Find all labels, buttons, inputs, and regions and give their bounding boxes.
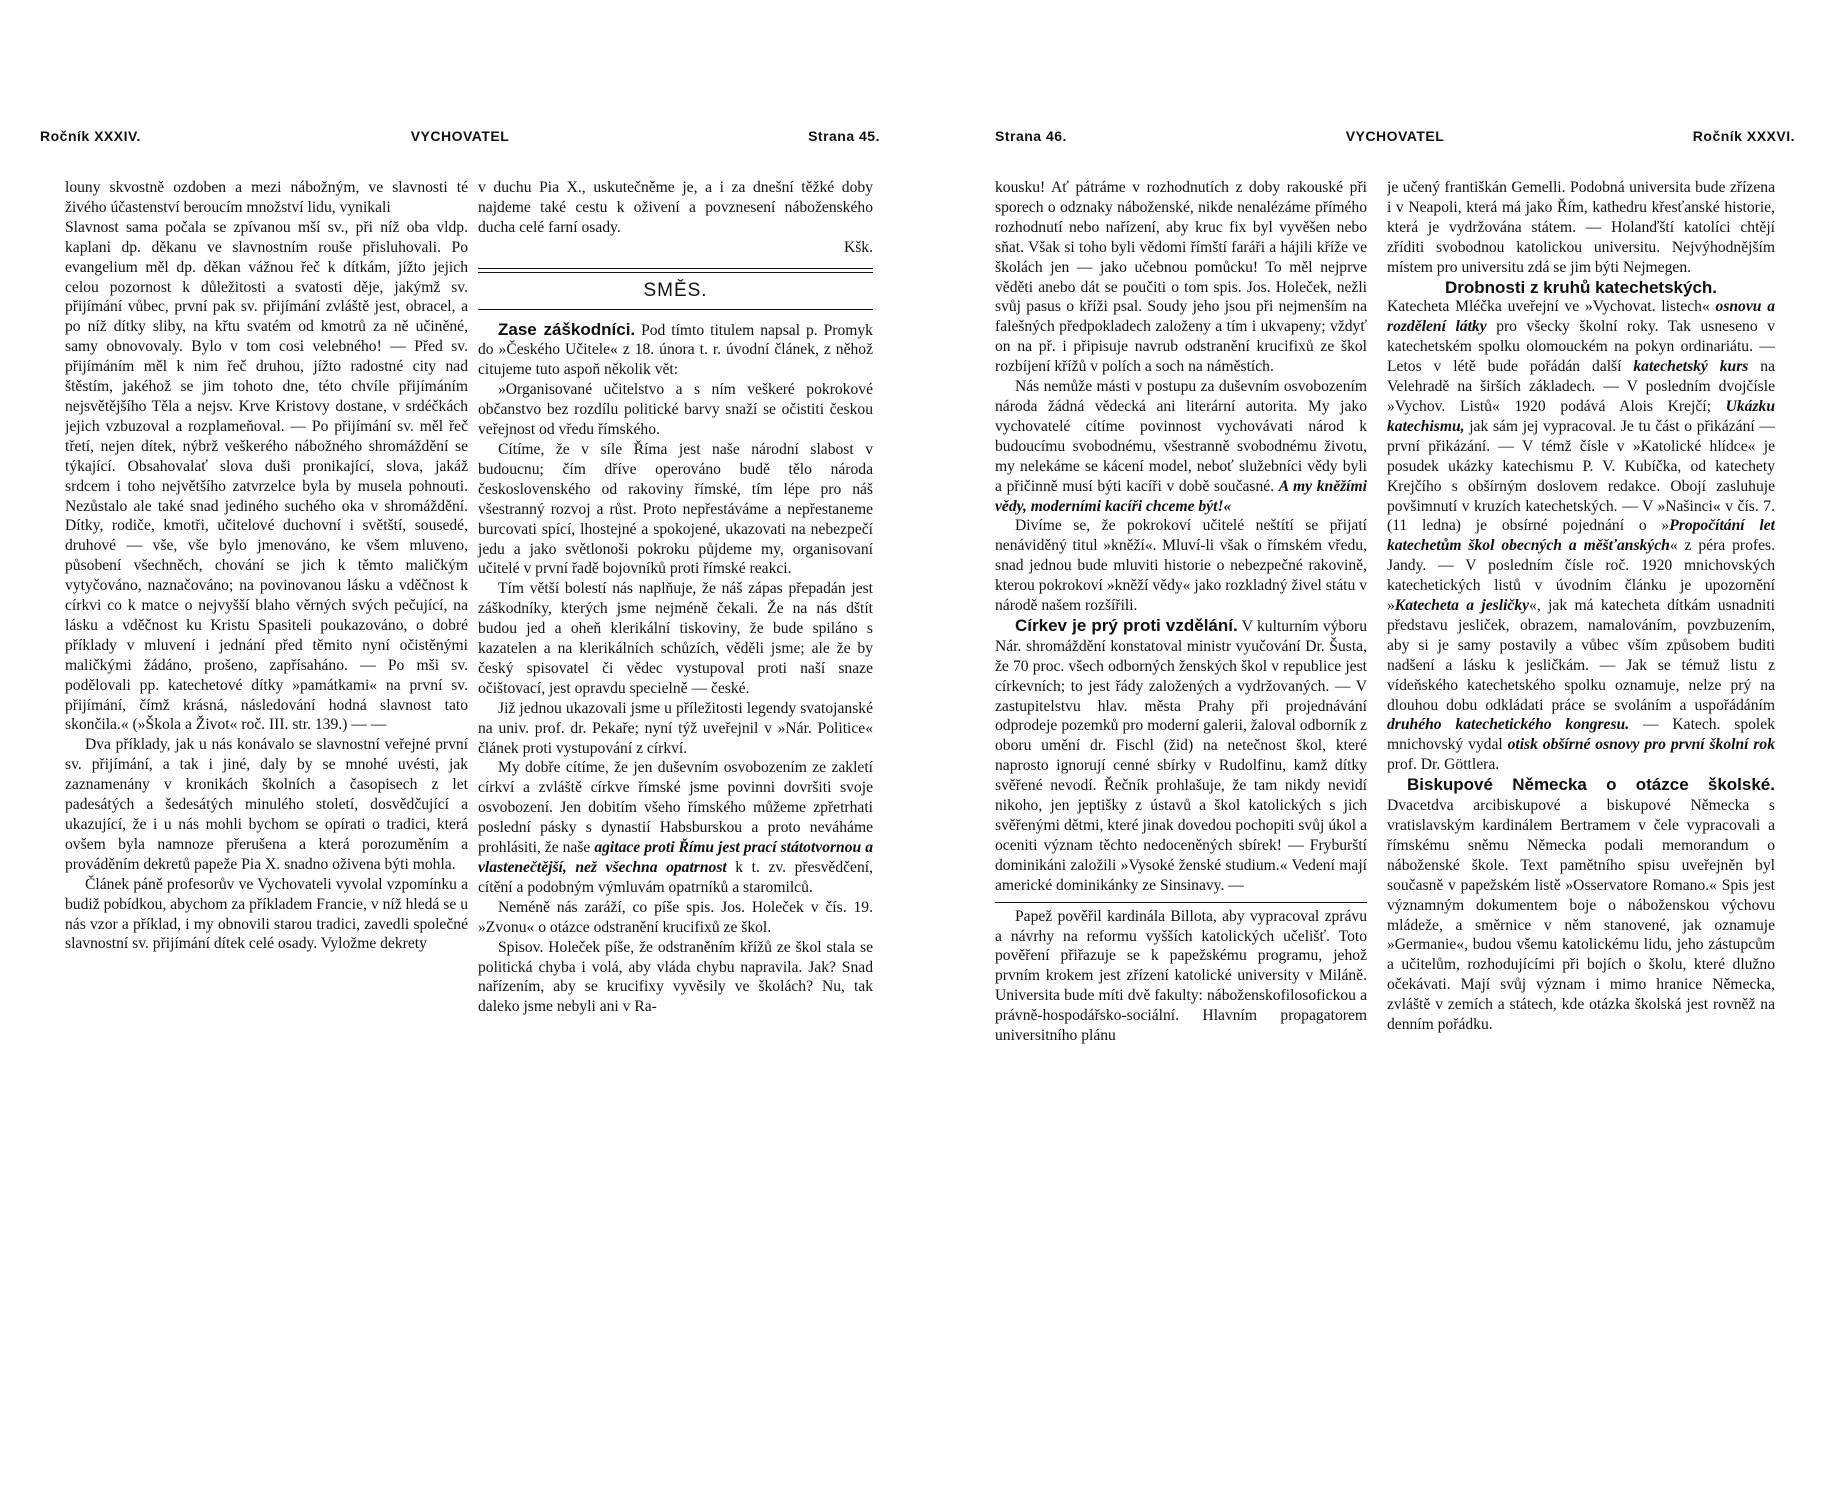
article-heading: Církev je prý proti vzdělání. [1015,615,1238,635]
article-heading: Zase záškodníci. [498,319,636,339]
journal-title: VYCHOVATEL [410,128,510,144]
journal-title: VYCHOVATEL [1345,128,1445,144]
emphasis: osnovu a rozdělení látky [1387,298,1775,336]
paragraph: je učený františkán Gemelli. Podobná universita bude zřízena i v Neapoli, která má jako Řím, kathedru křesťanské historie, která je vydržována státem. — Holanďští katolíci chtějí zříditi svobodnou katolickou universitu. Nejvýhodnějším místem pro universitu zdá se jim býti Nejmegen. [1387,179,1775,276]
divider [478,309,873,310]
right-column-2 [1387,178,1775,1430]
paragraph: Divíme se, že pokrokoví učitelé neštítí se přijatí nenáviděný titul »kněží«. Mluví-li však o římském vředu, snad jednou bude mluviti historie o nebezpečné rakovině, kterou pokrokoví »kněží vědy« jako rozkladný živel státu v národě našem rozšířili. [995,517,1367,615]
left-page [30,0,890,1500]
article-paragraph: Církev je prý proti vzdělání. V kulturním výboru Nár. shromáždění konstatoval ministr vyučování Dr. Šusta, že 70 proc. všech odborných ženských škol v republice jest církevních; to jest řády založených a vydržovaných. — V zastupitelstvu hlav. města Prahy při projednávání odprodeje pozemků pro moderní galerii, žaloval odborník z oboru umění dr. Fischl (žid) na netečnost škol, které naprosto ignorují cenné sbírky v Rudolfinu, kamž dítky svěřené nevodí. Řečník prohlašuje, že tam nikdy nevidí nikoho, jen jeptišky z ústavů a škol katolických s jich svěřenými dětmi, které jinak dovedou pochopiti svůj úkol a oceniti význam těchto nedoceněných sbírek! — Fryburští dominikáni založili »Vysoké ženské studium.« Vedení mají americké dominikánky ze Sinsinavy. — [995,615,1367,894]
left-running-head [30,128,890,150]
paragraph: Spisov. Holeček píše, že odstraněním křížů ze škol stala se politická chyba i volá, aby vláda chybu napravila. Jak? Snad nařízením, aby se krucifixy vyvěsily ve školách? Nu, tak daleko jsme nebyli ani v Ra- [478,938,873,1016]
paragraph: Dva příklady, jak u nás konávalo se slavnostní veřejné první sv. přijímání, a tak i jiné, daly by se mnohé uvésti, jak zaznamenány v kronikách školních a časopisech z let padesátých a šedesátých minulého století, dosvědčující a ukazující, že i u nás mohli bychom se opírati o tradici, která ovšem byla namnoze přerušena a která porozuměním a prováděním dekretů papeže Pia X. snadno oživena býti mohla. [65,736,468,873]
emphasis: Propočítání let katechetům škol obecných a měšťanských [1387,517,1775,555]
paragraph: Cítíme, že v síle Říma jest naše národní slabost v budoucnu; čím dříve operováno budě tělo národa československého od rakoviny římské, tím lépe pro náš všestranný rozvoj a růst. Proto nepřestáváme a nepřestaneme burcovati spící, lhostejné a spokojené, ukazovati na nebezpečí jedu a jako světlonoši pokroku půjdeme my, organisovaní učitelé v první řadě bojovníků proti římské reakci. [478,440,873,578]
paragraph: Již jednou ukazovali jsme u příležitosti legendy svatojanské na univ. prof. dr. Pekaře; nyní týž uveřejnil v »Nár. Politice« článek proti vystupování z církví. [478,699,873,757]
paragraph: louny skvostně ozdoben a mezi nábožným, ve slavnosti té živého účastenství beroucím množství lidu, vynikali [65,179,468,216]
left-column-1 [65,178,468,1430]
paragraph: Nás nemůže másti v postupu za duševním osvobozením národa žádná vědecká ani literární autorita. My jako vychovatelé cítíme povinnost vychovávati národ k budoucímu svobodnému, všestranně svobodnému životu, my nelekáme se kácení model, neboť služebníci vědy byli a přičinně musí býti kacíři v době současné. A my kněžími vědy, moderními kacíři chceme být!« [995,378,1367,515]
paragraph: Tím větší bolestí nás naplňuje, že náš zápas přepadán jest záškodníky, kterých jsme nejméně čekali. Že na nás dštít budou jed a oheň klerikální tiskoviny, že bude spiláno s kazatelen a na klerikálních schůzích, věděli jsme; ale že by český spisovatel či vědec vystupoval proti naší snaze očištovací, jest opravdu specielně — české. [478,580,873,697]
paragraph: Papež pověřil kardinála Billota, aby vypracoval zprávu a návrhy na reformu vyšších katolických učelišť. Toto pověření přiřazuje se k papežskému programu, jehož prvním krokem jest zřízení katolické university v Miláně. Universita bude míti dvě fakulty: náboženskofilosofickou a právně-hospodářsko-sociální. Hlavním propagatorem universitního plánu [995,907,1367,1045]
article-paragraph: Biskupové Německa o otázce školské. Dvacetdva arcibiskupové a biskupové Německa s vratislavským kardinálem Bertramem v čele vypracovali a římskému sněmu Německa podali memorandum o náboženské škole. Text pamětního spisu uveřejněn byl současně v papežském listě »Osservatore Romano.« Spis jest významným dokumentem boje o náboženskou výchovu mládeže, a směrnice v něm stanovené, jak oznamuje »Germanie«, budou všemu katolickému lidu, jeho zástupcům a učitelům, rozhodujícími při bojích o školu, které dlužno očekávati. Mají svůj význam i mimo hranice Německa, zvláště v zemích a státech, kde otázka školská jest rovněž na denním pořádku. [1387,775,1775,1034]
page-number: Strana 45. [808,128,880,144]
paragraph: kousku! Ať pátráme v rozhodnutích z doby rakouské při sporech o odznaky náboženské, nikde nenalézáme přímého rozhodnutí nebo nařízení, aby kruc fix byl vyvěšen nebo sňat. Však si toho byli vědomi římští faráři a hájili kříže ve školách jen — jako učebnou pomůcku! To měl nejprve věděti anebo dát se poučiti o tom spis. Jos. Holeček, nežli svůj pasus o kříži psal. Soudy jeho jsou při nejmenším na falešných předpokladech založeny a tím i ukvapeny; vždyť on na př. i připisuje navrub odstranění krucifixů ze škol rozbíjení křížů v polích a soch na náměstích. [995,179,1367,376]
page-number: Strana 46. [995,128,1067,144]
article-heading: Drobnosti z kruhů katechetských. [1444,277,1718,297]
emphasis: druhého katechetického kongresu. [1387,716,1630,734]
article-heading: Biskupové Německa o otázce školské. [1407,775,1775,795]
emphasis: Ukázku katechismu, [1387,397,1775,435]
left-column-2 [468,178,873,1430]
emphasis: Katecheta a jesličky [1394,597,1530,615]
emphasis: otisk obšírné osnovy pro první školní rok [1507,736,1775,754]
divider [478,268,873,273]
right-running-head [985,128,1805,150]
emphasis: agitace proti Římu jest prací státotvornou a vlastenečtější, než všechna opatrnost [478,839,873,876]
paragraph: Článek páně profesorův ve Vychovateli vyvolal vzpomínku a budiž pobídkou, abychom za příkladem Francie, v níž hledá se u nás vzor a příklad, i my obnovili starou tradici, zavedli společné slavnostní sv. přijímání dítek celé osady. Vyložme dekrety [65,875,468,953]
paragraph: Slavnost sama počala se zpívanou mší sv., při níž oba vldp. kaplani dp. děkanu ve slavnostním rouše přisluhovali. Po evangelium měl dp. děkan vážnou řeč k dítkám, jížto jejich celou pozornost k důležitosti a svatosti děje, jakýmž sv. přijímání vůbec, první pak sv. přijímání zvláště jest, obracel, a po níž dítky sliby, na křtu svatém od kmotrů za ně učiněné, samy obnovovaly. Bylo v tom cosi velebného! — Před sv. přijímáním měl k nim řeč druhou, jížto radostné city nad štěstím, jakéhož se jim tohoto dne, této chvíle přijímáním nejsvětějšího Těla a nejsv. Krve Kristovy dostane, v srdéčkách jejich vzbuzoval a rozplameňoval. — Po přijímání sv. měl řeč třetí, nejen dítek, nýbrž veškerého nábožného shromáždění se týkající. Obsahovalať slova duši pronikající, slova, jakáž srdcem i toho největšího zatvrzelce byla by musela pohnouti. Nezůstalo ale také snad jediného suchého oka v shromáždění. Dítky, rodiče, kmotři, učitelové duchovní i světští, sousedé, druhové — vše, vše bylo jmenováno, ke všem mluveno, působení všechněch, chování se jich k těmto maličkým vytyčováno, naznačováno; na povinovanou lásku a vděčnost k církvi co k matce o nejvyšší blaho věrných svých pečující, na lásku a vděčnost ku Kristu Spasiteli poukazováno, o dobré příklady v mluvení i jednání před těmito nyní očistěnými maličkými žádáno, prošeno, zapřísaháno. — Po mši sv. podělovali pp. katechetové dítky »památkami« na první sv. přijímání, čímž krásná, následování hodná slavnost tato skončila.« (»Škola a Život« roč. III. str. 139.) — — [65,218,468,734]
volume-label: Ročník XXXVI. [1692,128,1795,144]
paragraph: My dobře cítíme, že jen duševním osvobozením ze zakletí církví a zvláště církve římské jsme povinni dovršiti svoje osvobození. Jen dobitím všeho římského můžeme zpřetrhati poslední pásky s dynastií Habsburskou a proto neváháme prohlásiti, že naše agitace proti Římu jest prací státotvornou a vlastenečtější, než všechna opatrnost k t. zv. přesvědčení, cítění a podobným výmluvám opatrníků a staromilců. [478,759,873,896]
paragraph: Katecheta Mléčka uveřejní ve »Vychovat. listech« osnovu a rozdělení látky pro všecky školní roky. Tak usneseno v katechetském spolku olomouckém na pokyn ordinariátu. — Letos v létě bude pořádán další katechetský kurs na Velehradě na širších základech. — V posledním dvojčísle »Vychov. Listů« 1920 podává Alois Krejčí; Ukázku katechismu, jak sám jej vypracoval. Je tu část o přikázání — první přikázání. — V témž čísle v »Katolické hlídce« je posudek ukázky katechismu P. V. Kubíčka, od katechety Krejčího s obšírným doslovem redakce. Obojí zasluhuje povšimnutí v kruzích katechetských. — V »Našinci« v čís. 7. (11 ledna) je obsírné pojednání o »Propočítání let katechetům škol obecných a měšťanských« z péra profes. Jandy. — V posledním čísle roč. 1920 mnichovských katechetických listů v úvodním článku je upozornění »Katecheta a jesličky«, jak má katecheta dítkám usnadniti představu jesliček, obrazem, namalováním, povzbuzením, aby si je samy postavily a vůbec vším způsobem buditi nadšení a lásku k jesličkám. — Jak se témuž listu z vídeňského katechetského spolku oznamuje, nelze prý na dlouhou dobu odkládati práce se svoláním a uspořádáním druhého katechetického kongresu. — Katech. spolek mnichovský vydal otisk obšírné osnovy pro první školní rok prof. Dr. Göttlera. [1387,298,1775,774]
paragraph: »Organisované učitelstvo a s ním veškeré pokrokové občanstvo bez rozdílu politické barvy snaží se očistiti českou veřejnost od vředu římského. [478,381,873,439]
paragraph: Neméně nás zaráží, co píše spis. Jos. Holeček v čís. 19. »Zvonu« o otázce odstranění krucifixů ze škol. [478,898,873,936]
right-page [985,0,1805,1500]
emphasis: katechetský kurs [1633,358,1749,376]
divider [995,902,1367,903]
paragraph: v duchu Pia X., uskutečněme je, a i za dnešní těžké doby najdeme také cestu k oživení a povznesení náboženského ducha celé farní osady. [478,179,873,236]
volume-label: Ročník XXXIV. [40,128,141,144]
article-paragraph: Zase záškodníci. Pod tímto titulem napsal p. Promyk do »Českého Učitele« z 18. února t. r. úvodní článek, z něhož citujeme tuto aspoň několik vět: [478,319,873,379]
section-title: SMĚS. [643,279,708,301]
right-column-1 [995,178,1367,1430]
emphasis: A my kněžími vědy, moderními kacíři chceme být!« [995,477,1367,515]
author-signature: Kšk. [843,238,873,256]
